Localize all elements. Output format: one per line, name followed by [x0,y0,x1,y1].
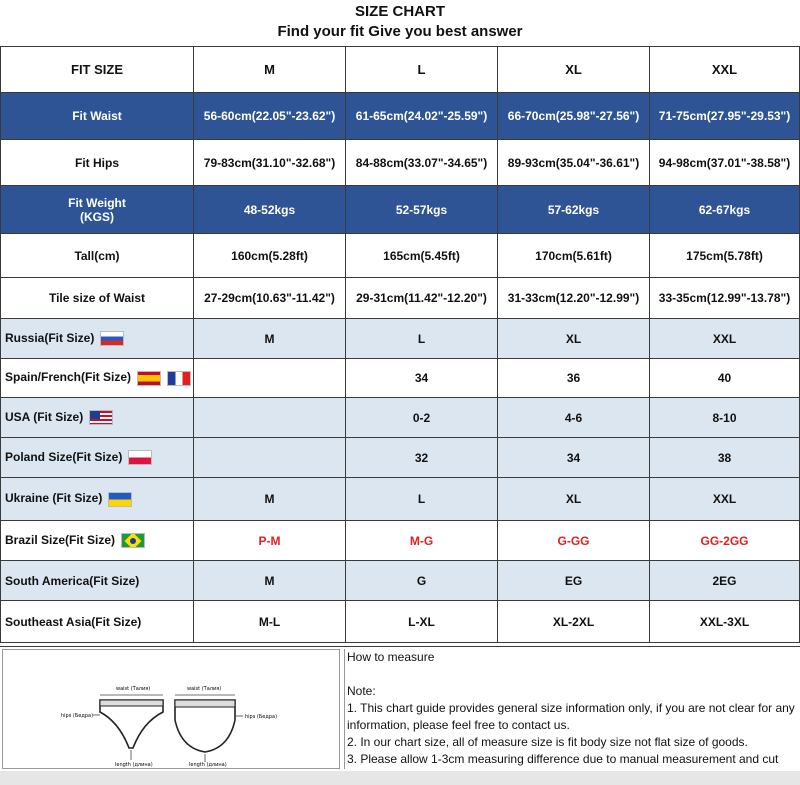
waist-label-back: waist (Талия) [187,686,222,692]
hips-label-front: hips (Бедра) [61,713,94,719]
table-cell: 61-65cm(24.02"-25.59") [346,93,498,140]
table-cell: 29-31cm(11.42"-12.20") [346,278,498,319]
table-cell: 66-70cm(25.98"-27.56") [498,93,650,140]
length-label-front: length (длина) [115,762,153,768]
table-cell [194,438,346,478]
brief-back-waistband [175,700,235,707]
region-label-text: Ukraine (Fit Size) [5,491,103,506]
table-cell: 34 [346,359,498,398]
table-cell: 48-52kgs [194,186,346,234]
table-row-southeast-asia [1,601,800,643]
waist-label-front: waist (Талия) [116,686,151,692]
region-label [1,398,194,438]
table-cell [194,359,346,398]
table-cell: L-XL [346,601,498,643]
row-label: Fit Waist [1,93,194,140]
page-title: SIZE CHART [355,3,445,20]
table-cell: M-G [346,521,498,561]
hips-label-back: hips (Бедра) [245,714,278,720]
table-cell: 31-33cm(12.20"-12.99") [498,278,650,319]
panties-diagram-icon [3,650,339,768]
table-cell: 84-88cm(33.07"-34.65") [346,140,498,186]
row-label: Tall(cm) [1,234,194,278]
table-cell: 165cm(5.45ft) [346,234,498,278]
table-cell: 57-62kgs [498,186,650,234]
table-row-poland [1,438,800,478]
table-cell: 36 [498,359,650,398]
table-cell: 2EG [650,561,800,601]
region-label [1,478,194,521]
table-cell: 52-57kgs [346,186,498,234]
table-cell: L [346,478,498,521]
table-cell: P-M [194,521,346,561]
table-cell: 4-6 [498,398,650,438]
table-cell: 32 [346,438,498,478]
region-label [1,521,194,561]
ukraine-flag-icon [108,492,132,507]
table-cell: 40 [650,359,800,398]
note-item-3: 3. Please allow 1-3cm measuring difference due to manual measurement and cut [347,752,779,766]
region-label-text: Brazil Size(Fit Size) [5,532,116,547]
column-header: XL [498,47,650,93]
brief-back-outline [175,700,235,752]
region-label-text: Poland Size(Fit Size) [5,449,123,464]
row-label: Tile size of Waist [1,278,194,319]
table-cell: 175cm(5.78ft) [650,234,800,278]
table-cell: 8-10 [650,398,800,438]
table-cell: XXL [650,478,800,521]
region-label: South America(Fit Size) [1,561,194,601]
measurement-diagram [2,649,340,769]
table-cell: L [346,319,498,359]
table-row-fit-waist [1,93,800,140]
table-row-spain-france [1,359,800,398]
table-cell: 0-2 [346,398,498,438]
table-row-tall [1,234,800,278]
table-cell: 71-75cm(27.95"-29.53") [650,93,800,140]
table-cell: 62-67kgs [650,186,800,234]
table-row-tile-waist [1,278,800,319]
table-row-south-america [1,561,800,601]
table-row-russia [1,319,800,359]
france-flag-icon [167,371,191,386]
column-header: FIT SIZE [1,47,194,93]
region-label-text: USA (Fit Size) [5,409,84,424]
table-cell: XXL-3XL [650,601,800,643]
table-cell: XL-2XL [498,601,650,643]
region-label-text: Russia(Fit Size) [5,330,95,345]
note-item-2: 2. In our chart size, all of measure size is fit body size not flat size of goods. [347,735,748,749]
table-row-brazil [1,521,800,561]
table-cell: 38 [650,438,800,478]
notes-heading: How to measure [347,650,435,664]
table-cell: 33-35cm(12.99"-13.78") [650,278,800,319]
table-cell: 160cm(5.28ft) [194,234,346,278]
spain-flag-icon [137,371,161,386]
region-label [1,319,194,359]
table-row-fit-weight [1,186,800,234]
row-label-line1: Fit Weight [68,195,126,210]
region-label [1,359,194,398]
table-cell: GG-2GG [650,521,800,561]
table-cell: G [346,561,498,601]
table-cell: 56-60cm(22.05"-23.62") [194,93,346,140]
table-cell [194,398,346,438]
size-chart-grid [0,46,800,643]
column-header: M [194,47,346,93]
length-label-back: length (длина) [189,762,227,768]
notes-panel [344,649,799,769]
note-item-1: 1. This chart guide provides general size information only, if you are not clear for any information, please feel free to contact us. [347,701,795,732]
note-label: Note: [347,684,376,698]
table-cell: XXL [650,319,800,359]
table-cell: 34 [498,438,650,478]
table-cell: M [194,319,346,359]
table-row-ukraine [1,478,800,521]
page-subtitle: Find your fit Give you best answer [277,23,523,40]
bottom-gray-band [0,771,800,785]
column-header: XXL [650,47,800,93]
brief-front-outline [100,700,163,748]
size-table [0,46,800,643]
brief-front-waistband [100,700,163,706]
region-label [1,438,194,478]
table-cell: EG [498,561,650,601]
brazil-flag-icon [121,533,145,548]
russia-flag-icon [100,331,124,346]
table-row-fit-hips [1,140,800,186]
table-row-usa [1,398,800,438]
table-cell: M-L [194,601,346,643]
table-cell: M [194,478,346,521]
table-cell: 89-93cm(35.04"-36.61") [498,140,650,186]
table-cell: 94-98cm(37.01"-38.58") [650,140,800,186]
chart-header [0,0,800,46]
measure-section [0,646,800,771]
row-label-line2: (KGS) [80,209,114,224]
column-header: L [346,47,498,93]
table-cell: XL [498,478,650,521]
region-label: Southeast Asia(Fit Size) [1,601,194,643]
table-cell: M [194,561,346,601]
row-label [1,186,194,234]
table-cell: 79-83cm(31.10"-32.68") [194,140,346,186]
usa-flag-icon [89,410,113,425]
header-row [1,47,800,93]
region-label-text: Spain/French(Fit Size) [5,370,132,385]
table-cell: 27-29cm(10.63"-11.42") [194,278,346,319]
table-cell: 170cm(5.61ft) [498,234,650,278]
table-cell: G-GG [498,521,650,561]
row-label: Fit Hips [1,140,194,186]
table-cell: XL [498,319,650,359]
poland-flag-icon [128,450,152,465]
